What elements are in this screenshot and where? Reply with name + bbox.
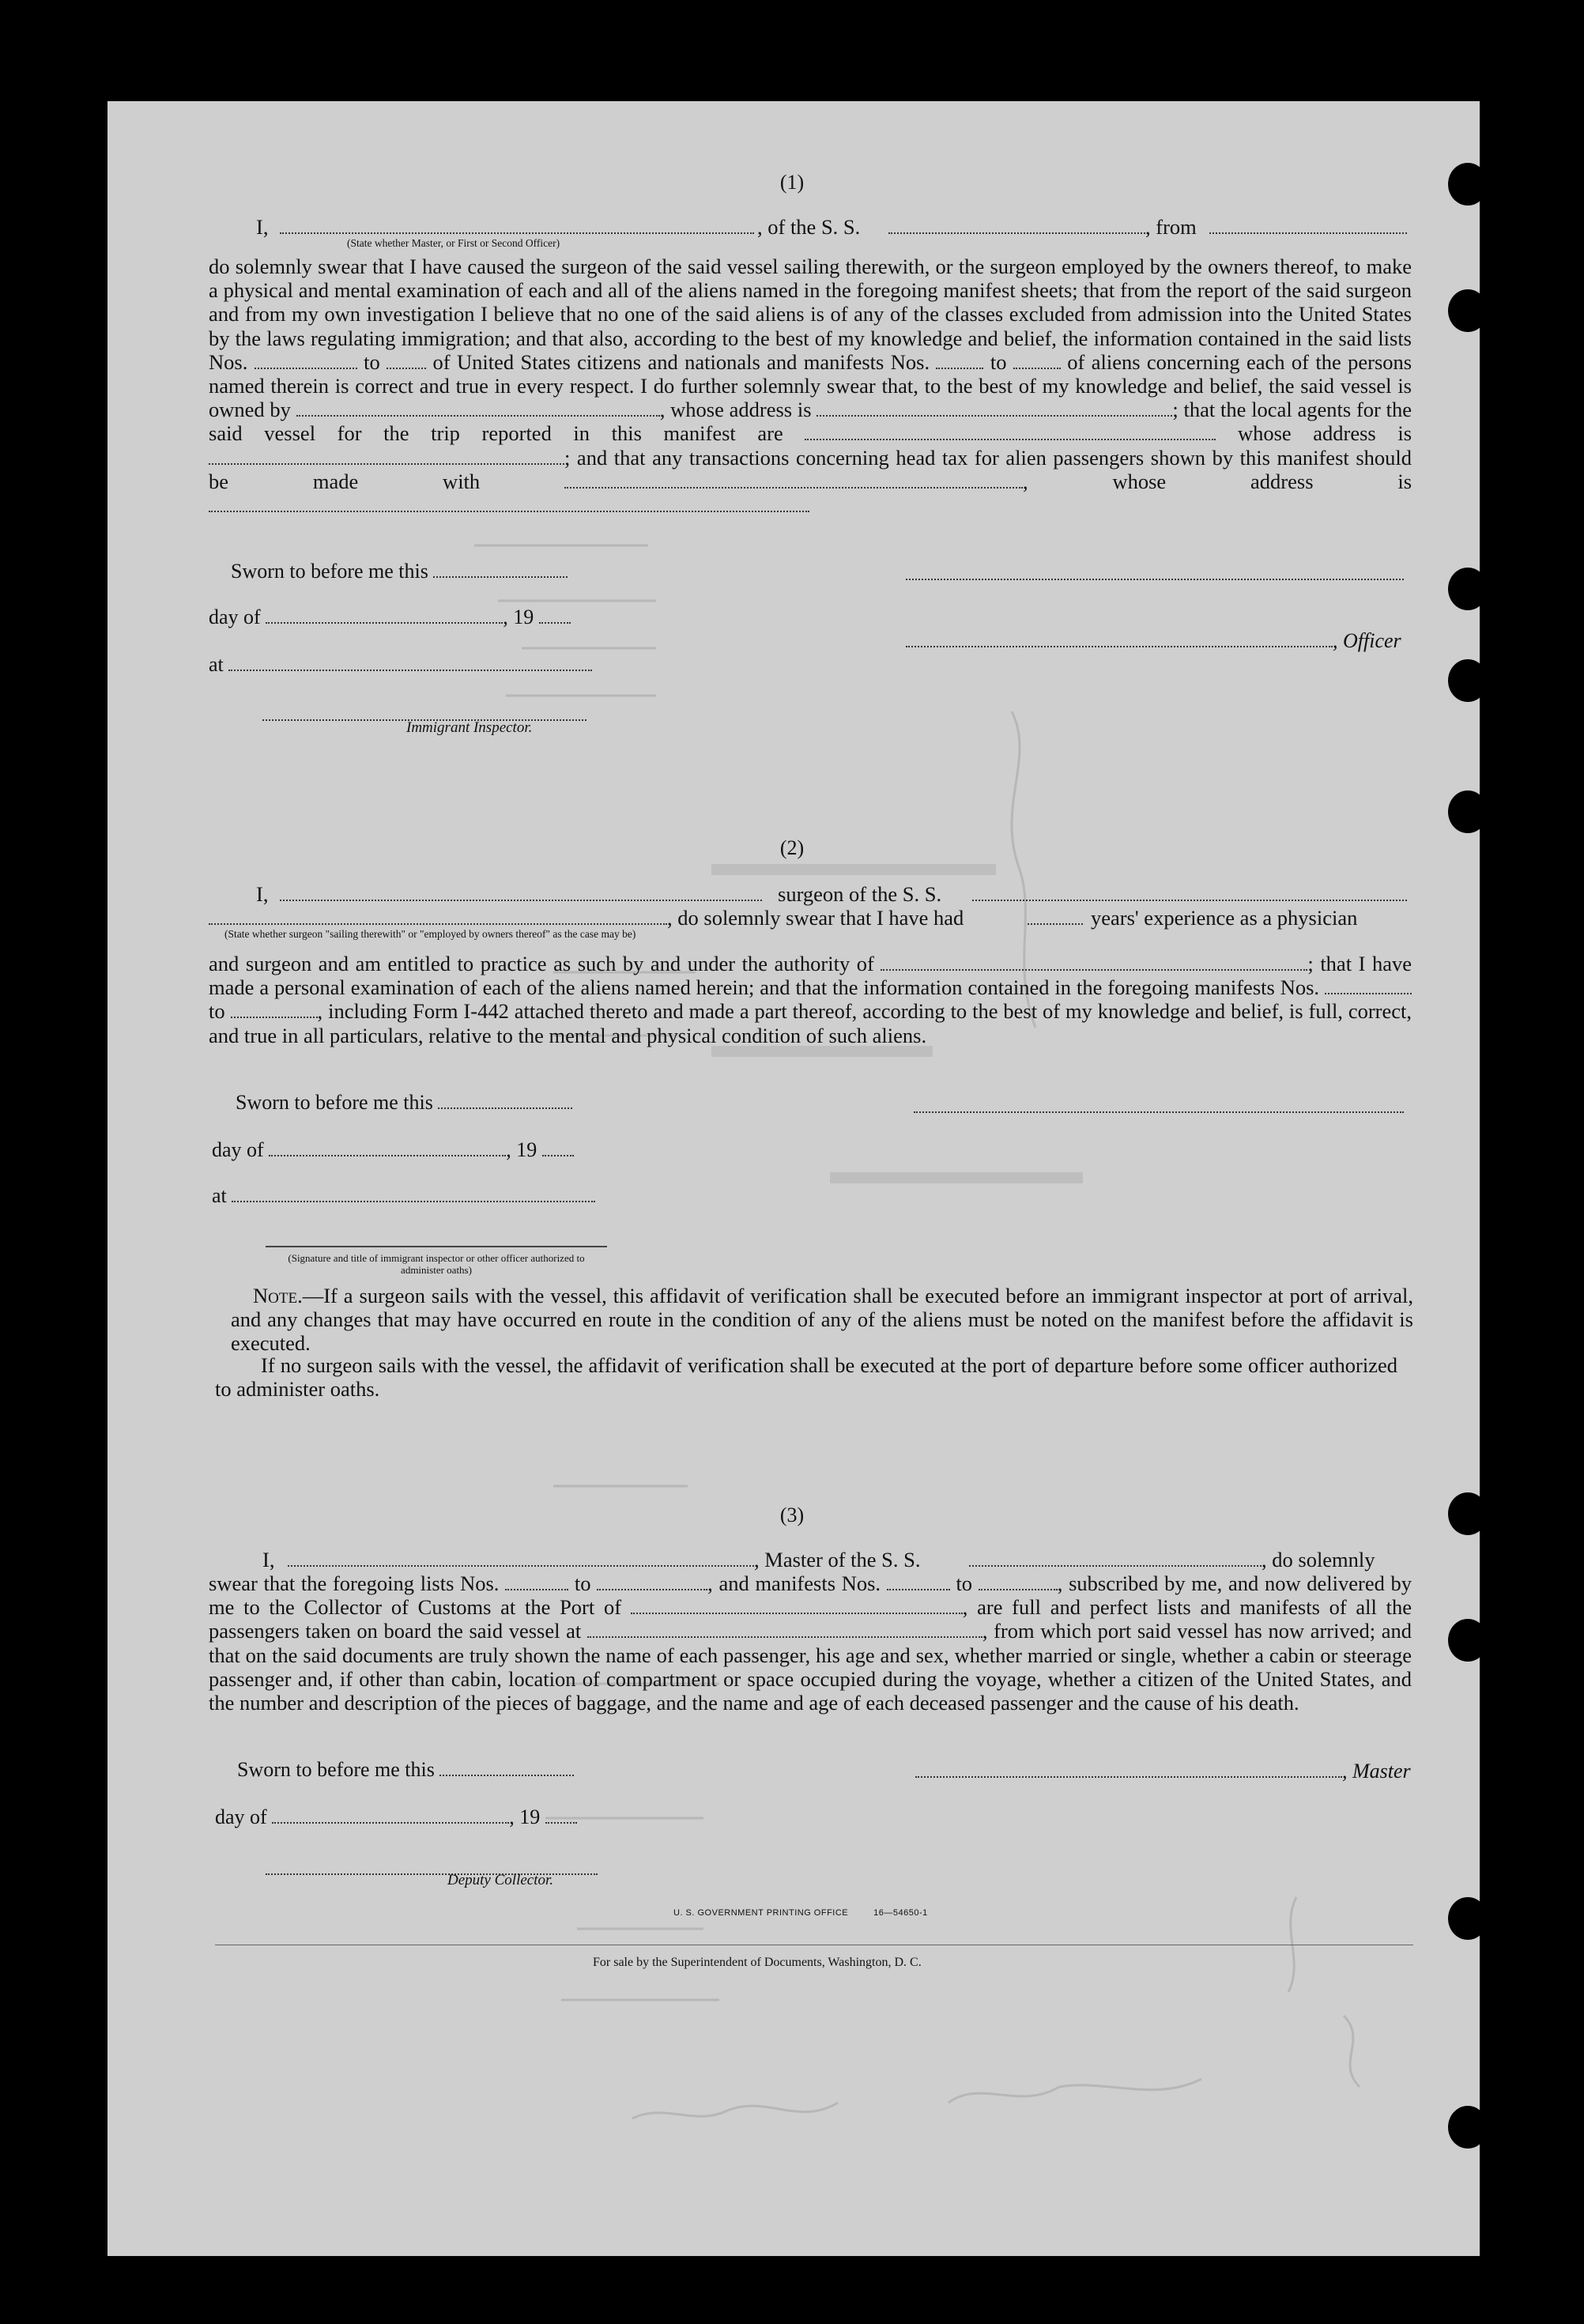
years-label: years' experience as a physician [1091, 906, 1358, 930]
body-text: , and manifests Nos. [707, 1571, 881, 1595]
inspector-signature-line[interactable] [262, 704, 586, 721]
body-text: of United States citizens and nationals and manifests Nos. [432, 349, 930, 374]
body-text: and surgeon and am entitled to practice as such by and under the authority of [209, 952, 874, 975]
sworn-label-2: Sworn to before me this [236, 1091, 572, 1115]
ship-name-field[interactable] [888, 217, 1145, 234]
sworn-label-3: Sworn to before me this [237, 1758, 574, 1782]
section-2-number: (2) [779, 836, 805, 859]
section-2-body [209, 952, 1412, 1047]
body-text: , are full and perfect lists and manifests of all the passengers taken on board the said vessel at [209, 1595, 1412, 1643]
master-ship-field[interactable] [969, 1549, 1262, 1567]
lists-to-field[interactable] [387, 352, 426, 369]
sworn-day-field[interactable] [439, 1759, 574, 1776]
note-label: Note. [253, 1284, 303, 1307]
body-text: of aliens concerning each of the persons named therein is correct and true in every respect. I do further solemnly swear that, to the best of my knowledge and belief, the said vessel is owned by [209, 349, 1412, 422]
i-label: I, [256, 215, 269, 239]
at-label-1: at [209, 653, 592, 677]
i-label: I, [262, 1548, 275, 1571]
to-label: to [574, 1571, 591, 1595]
surgeon-status-field[interactable] [209, 907, 667, 925]
swear-label: , do solemnly swear that I have had [667, 906, 964, 930]
body-text: ; and that any transactions concerning head tax for alien passengers shown by this manifest should be made with [209, 445, 1412, 493]
manifest-from-field[interactable] [1325, 977, 1412, 994]
form-code: 16—54650-1 [873, 1908, 928, 1918]
officer-label: , Officer [1333, 629, 1401, 652]
to-label: to [956, 1571, 973, 1595]
surgeon-ship-field[interactable] [972, 884, 1407, 901]
section-1-number: (1) [779, 171, 805, 194]
owner-address-field[interactable] [817, 399, 1172, 417]
body-text: do solemnly swear that I have caused the surgeon of the said vessel sailing therewith, or the surgeon employed by the owners thereof, to make a physical and mental examination of each and all of the aliens named in the foregoing manifest sheets; that from the report of the said surgeon and from my own investigation I believe that no one of the said aliens is of any of the classes excluded from admission into the United States by the laws regulating immigration; and that also, according to the best of my knowledge and belief, the information contained in the said lists Nos. [209, 255, 1412, 374]
body-text: ; that I have made a personal examination of each of the aliens named herein; and that the information contained in the foregoing manifests Nos. [209, 952, 1412, 1000]
body-text: , including Form I-442 attached thereto and made a part thereof, according to the best of my knowledge and belief, is full, correct, and true in all particulars, relative to the mental and physical condition of such aliens. [209, 999, 1412, 1047]
manifests-to-field[interactable] [1013, 352, 1061, 369]
port-field[interactable] [631, 1597, 963, 1614]
body-text: whose address is [1237, 421, 1412, 446]
note-paragraph [231, 1284, 1413, 1356]
officer-name-field[interactable] [280, 217, 754, 234]
body-text: , from which port said vessel has now arrived; and that on the said documents are truly shown the name of each passenger, his age and sex, whether married or single, whether a cabin or steerage passenger and, if other than cabin, location of compartment or space occupied during the voyage, whether a citizen of the United States, and the number and description of the pieces of baggage, and the name and age of each deceased passenger and the cause of his death. [209, 1619, 1412, 1715]
manifest-to-field[interactable] [231, 1001, 318, 1018]
note-paragraph-2: If no surgeon sails with the vessel, the affidavit of verification shall be executed at the port of departure before some officer authorized to administer oaths. [215, 1353, 1397, 1402]
master-signature-field[interactable] [915, 1760, 1342, 1778]
note-text: —If a surgeon sails with the vessel, this affidavit of verification shall be executed before an immigrant inspector at port of arrival, and any changes that may have occurred en route in the condition of any of the aliens must be noted on the manifest before the affidavit is executed. [231, 1284, 1413, 1356]
inspector-caption: Immigrant Inspector. [406, 719, 533, 736]
sale-notice: For sale by the Superintendent of Documents, Washington, D. C. [593, 1956, 922, 1969]
certifier-caption: (Signature and title of immigrant inspector or other officer authorized to administer oaths) [288, 1252, 585, 1276]
master-label: , Master [1342, 1760, 1411, 1783]
lists-from-field[interactable] [505, 1573, 568, 1590]
from-label: , from [1145, 215, 1197, 239]
year-field[interactable] [542, 1139, 574, 1156]
year-field[interactable] [545, 1806, 577, 1824]
from-port-field[interactable] [1209, 217, 1407, 234]
place-field[interactable] [228, 654, 592, 671]
officer-signature-line-top[interactable] [906, 563, 1404, 580]
sworn-day-field[interactable] [433, 560, 568, 578]
head-tax-party-field[interactable] [564, 471, 1023, 489]
master-of-ss-label: , Master of the S. S. [754, 1548, 921, 1571]
printing-office-line [673, 1908, 928, 1918]
of-ss-label: , of the S. S. [757, 215, 861, 239]
officer-caption: (State whether Master, or First or Second Officer) [347, 237, 560, 249]
at-label-2: at [212, 1184, 595, 1208]
year-field[interactable] [539, 606, 571, 624]
agents-address-field[interactable] [209, 447, 564, 465]
month-field[interactable] [269, 1139, 506, 1156]
to-label: to [990, 349, 1007, 374]
do-solemnly-label: , do solemnly [1262, 1548, 1375, 1571]
body-text: , whose address is [1023, 469, 1412, 493]
section-3-body [209, 1571, 1412, 1715]
collector-caption: Deputy Collector. [447, 1872, 554, 1888]
month-field[interactable] [272, 1806, 509, 1824]
day-of-label-1: day of , 19 [209, 606, 571, 629]
sworn-day-field[interactable] [438, 1092, 572, 1109]
surgeon-signature-line[interactable] [914, 1096, 1404, 1113]
day-of-label-2: day of , 19 [212, 1138, 574, 1162]
lists-to-field[interactable] [597, 1573, 707, 1590]
local-agents-field[interactable] [805, 423, 1216, 440]
body-text: , whose address is [659, 398, 812, 422]
month-field[interactable] [266, 606, 503, 624]
departure-port-field[interactable] [587, 1620, 982, 1638]
body-text: , subscribed by me, and now delivered by me to the Collector of Customs at the Port of [209, 1571, 1412, 1620]
body-text: swear that the foregoing lists Nos. [209, 1571, 500, 1595]
i-label: I, [256, 882, 269, 906]
manifests-from-field[interactable] [936, 352, 983, 369]
certifier-signature-line[interactable] [266, 1246, 607, 1247]
surgeon-name-field[interactable] [280, 884, 762, 901]
surgeon-of-ss-label: surgeon of the S. S. [778, 882, 942, 906]
authority-field[interactable] [881, 953, 1307, 971]
printing-office: U. S. GOVERNMENT PRINTING OFFICE [673, 1908, 849, 1918]
lists-from-field[interactable] [255, 352, 357, 369]
master-name-field[interactable] [288, 1549, 754, 1567]
surgeon-caption: (State whether surgeon "sailing therewith" or "employed by owners thereof" as the case may be) [224, 928, 636, 940]
to-label: to [209, 999, 225, 1024]
place-field[interactable] [232, 1185, 595, 1202]
officer-signature-row [906, 629, 1401, 653]
section-3-number: (3) [779, 1503, 805, 1526]
to-label: to [364, 349, 380, 374]
owner-field[interactable] [296, 399, 660, 417]
sworn-label-1: Sworn to before me this [231, 560, 568, 583]
officer-signature-field[interactable] [906, 630, 1333, 647]
manifests-to-field[interactable] [979, 1573, 1058, 1590]
years-field[interactable] [1028, 907, 1083, 925]
head-tax-address-field[interactable] [209, 495, 809, 512]
master-signature-row [915, 1760, 1411, 1783]
section-1-body [209, 255, 1412, 517]
body-text: ; that the local agents for the said vessel for the trip reported in this manifest are [209, 398, 1412, 446]
manifests-from-field[interactable] [887, 1573, 950, 1590]
day-of-label-3: day of , 19 [215, 1805, 577, 1829]
